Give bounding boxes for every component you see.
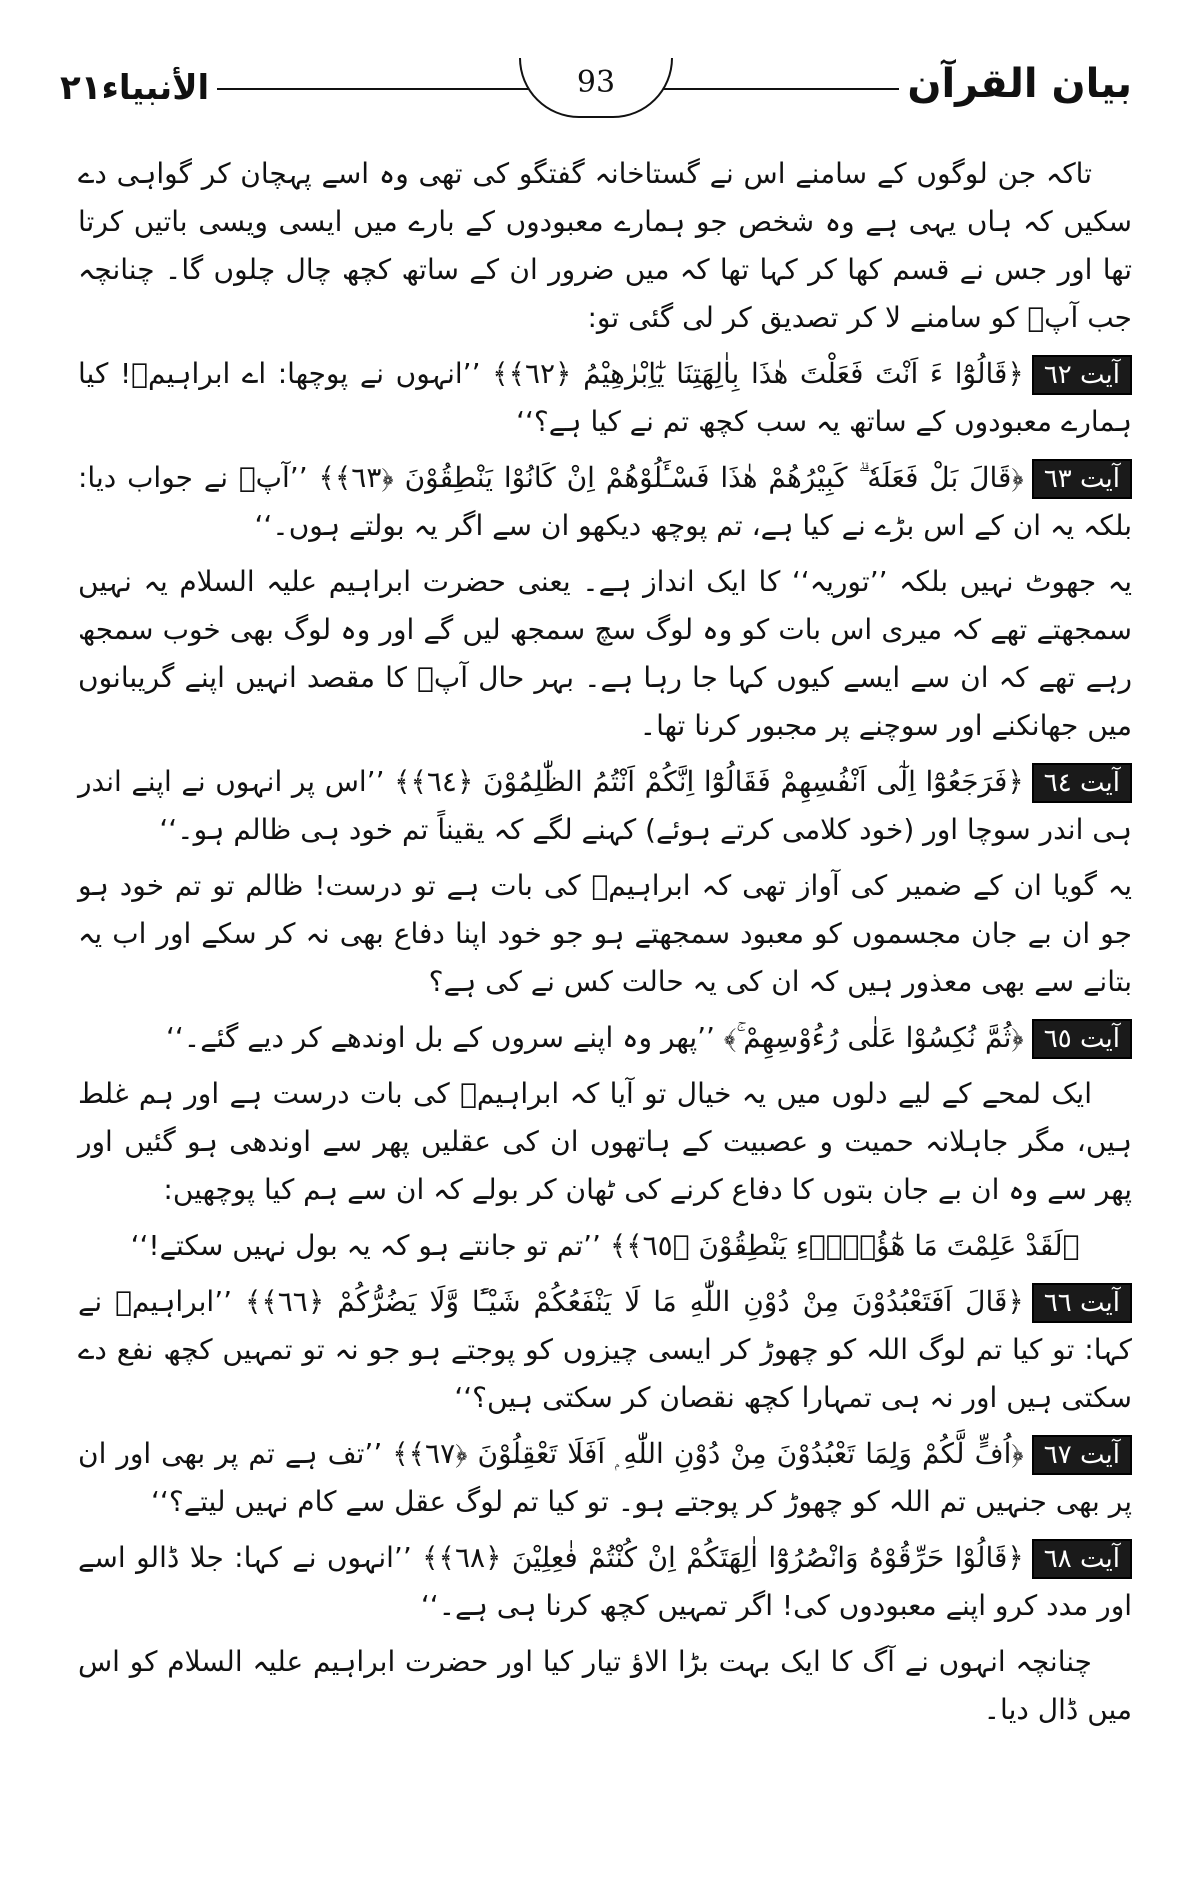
commentary-paragraph: یہ جھوٹ نہیں بلکہ ’’توریہ‘‘ کا ایک انداز ہے۔ یعنی حضرت ابراہیم علیہ السلام یہ نہیں سمجھتے تھے کہ میری اس بات کو وہ لوگ سچ سمجھ لیں گے اور وہ لوگ بھی خوب سمجھ رہے تھے کہ ان سے ایسے کیوں کہا جا رہا ہے۔ بہر حال آپؑ کا مقصد انہیں اپنے گریبانوں میں جھانکنے اور سوچنے پر مجبور کرنا تھا۔ [78, 565, 1132, 742]
ayah-translation: ’’انہوں نے پوچھا: اے ابراہیمؑ! کیا ہمارے معبودوں کے ساتھ یہ سب کچھ تم نے کیا ہے؟‘‘ [78, 357, 1132, 438]
page-number: 93 [519, 58, 673, 118]
ayah-arabic-text: ﴿قَالَ اَفَتَعْبُدُوْنَ مِنْ دُوْنِ اللّٰهِ مَا لَا يَنْفَعُكُمْ شَيْـًٔا وَّلَا يَضُرُّكُمْ ﴿٦٦﴾﴾ [244, 1285, 1024, 1318]
ayah-block [78, 1534, 1132, 1630]
ayah-translation: ’’تف ہے تم پر بھی اور ان پر بھی جنہیں تم اللہ کو چھوڑ کر پوجتے ہو۔ تو کیا تم لوگ عقل سے کام نہیں لیتے؟‘‘ [78, 1437, 1132, 1518]
ayah-number-badge: آیت ٦٧ [1032, 1435, 1132, 1475]
ayah-number-badge: آیت ٦٥ [1032, 1019, 1132, 1059]
ayah-number-badge: آیت ٦٣ [1032, 459, 1132, 499]
ayah-number-badge: آیت ٦٨ [1032, 1539, 1132, 1579]
ayah-arabic-text: ﴿قَالَ بَلْ فَعَلَهٗ ۗ كَبِيْرُهُمْ هٰذَا فَسْـَٔلُوْهُمْ اِنْ كَانُوْا يَنْطِقُوْنَ ﴿٦٣﴾﴾ [318, 461, 1024, 494]
ayah-arabic-text: ﴿لَقَدْ عَلِمْتَ مَا هٰٓؤُلَاۗءِ يَنْطِقُوْنَ ﴿٦٥﴾﴾ [609, 1229, 1080, 1262]
ayah-arabic-text: ﴿اُفٍّ لَّكُمْ وَلِمَا تَعْبُدُوْنَ مِنْ دُوْنِ اللّٰهِ ۭ اَفَلَا تَعْقِلُوْنَ ﴿٦٧﴾﴾ [392, 1437, 1024, 1470]
surah-name: الأنبياء٢١ [60, 66, 217, 110]
book-title: بیان القرآن [899, 60, 1132, 108]
ayah-translation: ’’آپؑ نے جواب دیا: بلکہ یہ ان کے اس بڑے نے کیا ہے، تم پوچھ دیکھو ان سے اگر یہ بولتے ہوں۔‘‘ [78, 461, 1132, 542]
ayah-arabic-text: ﴿ثُمَّ نُكِسُوْا عَلٰى رُءُوْسِهِمْ ۚ﴾ [723, 1021, 1024, 1054]
ayah-block [78, 1278, 1132, 1422]
commentary-paragraph: یہ گویا ان کے ضمیر کی آواز تھی کہ ابراہیمؑ کی بات ہے تو درست! ظالم تو تم خود ہو جو ان بے جان مجسموں کو معبود سمجھتے ہو جو خود اپنا دفاع بھی نہ کر سکے اور اب یہ بتانے سے بھی معذور ہیں کہ ان کی یہ حالت کس نے کی ہے؟ [78, 869, 1132, 998]
ayah-block [78, 454, 1132, 550]
page-header [60, 58, 1132, 118]
ayah-arabic-text: ﴿قَالُوْٓا ءَ اَنْتَ فَعَلْتَ هٰذَا بِاٰلِهَتِنَا يٰٓاِبْرٰهِيْمُ ﴿٦٢﴾﴾ [492, 357, 1024, 390]
ayah-number-badge: آیت ٦٤ [1032, 763, 1132, 803]
ayah-block [78, 758, 1132, 854]
quoted-ayah [78, 1222, 1132, 1270]
commentary-paragraph: ایک لمحے کے لیے دلوں میں یہ خیال تو آیا کہ ابراہیمؑ کی بات درست ہے اور ہم غلط ہیں، مگر جاہلانہ حمیت و عصبیت کے ہاتھوں ان کی عقلیں پھر سے اوندھی ہو گئیں اور پھر سے وہ ان بے جان بتوں کا دفاع کرنے کی ٹھان کر بولے کہ ان سے ہم کیا پوچھیں: [78, 1077, 1132, 1206]
ayah-block [78, 1014, 1132, 1062]
commentary-paragraph: تاکہ جن لوگوں کے سامنے اس نے گستاخانہ گفتگو کی تھی وہ اسے پہچان کر گواہی دے سکیں کہ ہاں یہی ہے وہ شخص جو ہمارے معبودوں کے بارے میں ایسی ویسی باتیں کرتا تھا اور جس نے قسم کھا کر کہا تھا کہ میں ضرور ان کے ساتھ کچھ چال چلوں گا۔ چنانچہ جب آپؑ کو سامنے لا کر تصدیق کر لی گئی تو: [78, 157, 1132, 334]
commentary-paragraph: چنانچہ انہوں نے آگ کا ایک بہت بڑا الاؤ تیار کیا اور حضرت ابراہیم علیہ السلام کو اس میں ڈال دیا۔ [78, 1645, 1132, 1726]
page-body [78, 150, 1132, 1742]
ayah-translation: ’’تم تو جانتے ہو کہ یہ بول نہیں سکتے!‘‘ [130, 1229, 601, 1262]
ayah-translation: ’’پھر وہ اپنے سروں کے بل اوندھے کر دیے گئے۔‘‘ [165, 1021, 715, 1054]
ayah-translation: ’’ابراہیمؑ نے کہا: تو کیا تم لوگ اللہ کو چھوڑ کر ایسی چیزوں کو پوجتے ہو جو نہ تو تمہیں کچھ نفع دے سکتی ہیں اور نہ ہی تمہارا کچھ نقصان کر سکتی ہیں؟‘‘ [78, 1285, 1132, 1414]
ayah-number-badge: آیت ٦٦ [1032, 1283, 1132, 1323]
ayah-translation: ’’اس پر انہوں نے اپنے اندر ہی اندر سوچا اور (خود کلامی کرتے ہوئے) کہنے لگے کہ یقیناً تم خود ہی ظالم ہو۔‘‘ [78, 765, 1132, 846]
ayah-block [78, 350, 1132, 446]
ayah-arabic-text: ﴿قَالُوْا حَرِّقُوْهُ وَانْصُرُوْٓا اٰلِهَتَكُمْ اِنْ كُنْتُمْ فٰعِلِيْنَ ﴿٦٨﴾﴾ [422, 1541, 1024, 1574]
ayah-block [78, 1430, 1132, 1526]
ayah-arabic-text: ﴿فَرَجَعُوْٓا اِلٰٓى اَنْفُسِهِمْ فَقَالُوْٓا اِنَّكُمْ اَنْتُمُ الظّٰلِمُوْنَ ﴿٦٤﴾﴾ [394, 765, 1024, 798]
ayah-number-badge: آیت ٦٢ [1032, 355, 1132, 395]
ayah-translation: ’’انہوں نے کہا: جلا ڈالو اسے اور مدد کرو اپنے معبودوں کی! اگر تمہیں کچھ کرنا ہی ہے۔‘‘ [78, 1541, 1132, 1622]
